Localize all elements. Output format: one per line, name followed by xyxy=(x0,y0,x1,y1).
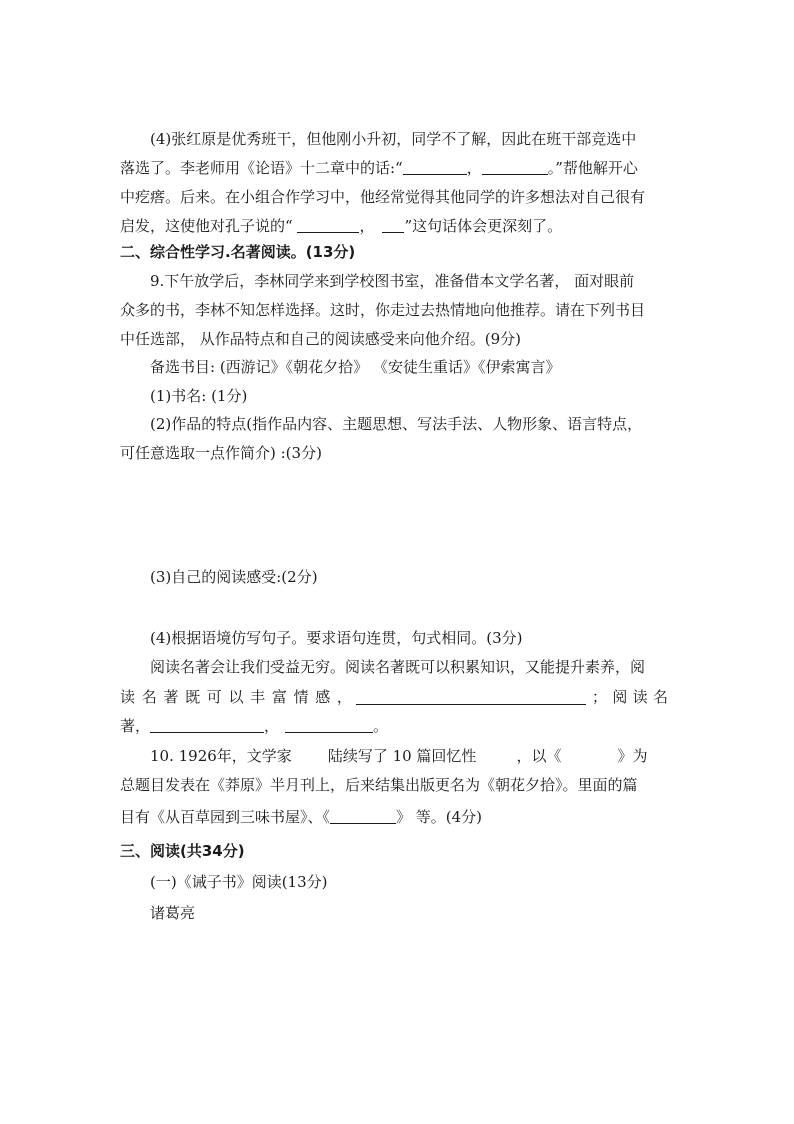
reading-subheading: (一)《诫子书》阅读(13分) xyxy=(150,873,328,891)
q10-text-1b: 陆续写了 10 篇回忆性 xyxy=(327,747,477,765)
char: ； xyxy=(592,688,608,706)
q4-text-4b: ， xyxy=(359,217,375,235)
q10-line-1 xyxy=(150,745,668,767)
q10-text-3a: 目有《从百草园到三味书屋》、《 xyxy=(120,808,331,826)
q10-text-1d: 》为 xyxy=(617,747,648,765)
q4-text-2a: 落选了。李老师用《论语》十二章中的话:“ xyxy=(120,159,403,177)
q10-line-3 xyxy=(120,806,668,828)
q10-text-3b: 》 等。(4分) xyxy=(396,808,483,826)
char: 以 xyxy=(228,688,244,706)
char: 富 xyxy=(271,688,287,706)
q4-text-3: 中疙瘩。后来。在小组合作学习中，他经常觉得其他同学的许多想法对自己很有 xyxy=(120,188,646,206)
q10-text-1a: 10. 1926年，文学家 xyxy=(150,747,292,765)
char: 读 xyxy=(632,688,648,706)
q9-line-2: 众多的书，李林不知怎样选择。这时，你走过去热情地向他推荐。请在下列书目 xyxy=(120,301,646,319)
q4-text-4c: ”这句话体会更深刻了。 xyxy=(404,217,563,235)
answer-blank[interactable] xyxy=(356,688,586,705)
q4-line-1 xyxy=(150,128,668,150)
q9-sub-2-line-2: 可任意选取一点作简介) :(3分) xyxy=(120,444,322,462)
char: 名 xyxy=(652,688,668,706)
imitate-text-3b: ， xyxy=(264,717,280,735)
answer-blank[interactable] xyxy=(382,216,404,233)
q4-line-3 xyxy=(120,186,668,208)
imitate-text-3a: 著， xyxy=(120,717,151,735)
imitate-line-1: 阅读名著会让我们受益无穷。阅读名著既可以积累知识，又能提升素养，阅 xyxy=(150,658,646,676)
char: 既 xyxy=(185,688,201,706)
section-3-heading: 三、阅读(共34分) xyxy=(120,842,245,860)
answer-blank[interactable] xyxy=(330,807,396,824)
q4-text-2c: 。”帮他解开心 xyxy=(547,159,638,177)
char: 著 xyxy=(163,688,179,706)
char: 可 xyxy=(206,688,222,706)
answer-blank[interactable] xyxy=(297,216,359,233)
char: 情 xyxy=(293,688,309,706)
q9-line-1: 9.下午放学后，李林同学来到学校图书室，准备借本文学名著， 面对眼前 xyxy=(150,272,635,290)
char: 读 xyxy=(120,688,136,706)
answer-blank[interactable] xyxy=(482,158,548,175)
answer-blank[interactable] xyxy=(403,158,467,175)
reading-author: 诸葛亮 xyxy=(150,904,196,922)
imitate-line-2-tail xyxy=(592,686,668,708)
q10-text-1c: ，以《 xyxy=(516,747,562,765)
q4-line-2 xyxy=(120,157,668,179)
q9-sub-2-line-1: (2)作品的特点(指作品内容、主题思想、写法手法、人物形象、语言特点， xyxy=(150,415,643,433)
char: 阅 xyxy=(612,688,628,706)
answer-blank[interactable] xyxy=(150,716,264,733)
char: 名 xyxy=(141,688,157,706)
answer-blank[interactable] xyxy=(285,716,373,733)
section-2-heading: 二、综合性学习.名著阅读。(13分) xyxy=(120,243,356,261)
char: 感 xyxy=(315,688,331,706)
imitate-line-2-head xyxy=(120,686,352,708)
imitate-line-3 xyxy=(120,715,668,737)
q10-line-2: 总题目发表在《莽原》半月刊上，后来结集出版更名为《朝花夕拾》。里面的篇 xyxy=(120,776,638,794)
q4-text-2b: ， xyxy=(466,159,482,177)
char: 丰 xyxy=(250,688,266,706)
q4-text-1: (4)张红原是优秀班干，但他刚小升初，同学不了解，因此在班干部竞选中 xyxy=(150,130,637,148)
q9-line-3: 中任选部， 从作品特点和自己的阅读感受来向他介绍。(9分) xyxy=(120,330,522,348)
q4-line-4 xyxy=(120,215,668,237)
q9-sub-4: (4)根据语境仿写句子。要求语句连贯，句式相同。(3分) xyxy=(150,629,523,647)
q9-sub-1: (1)书名: (1分) xyxy=(150,387,248,405)
book-list: 备选书目: (西游记》《朝花夕拾》 《安徒生重话》《伊索寓言》 xyxy=(150,358,561,376)
char: ， xyxy=(336,688,352,706)
imitate-text-3c: 。 xyxy=(373,717,389,735)
q9-sub-3: (3)自己的阅读感受:(2分) xyxy=(150,568,318,586)
q4-text-4a: 启发，这使他对孔子说的“ xyxy=(120,217,298,235)
